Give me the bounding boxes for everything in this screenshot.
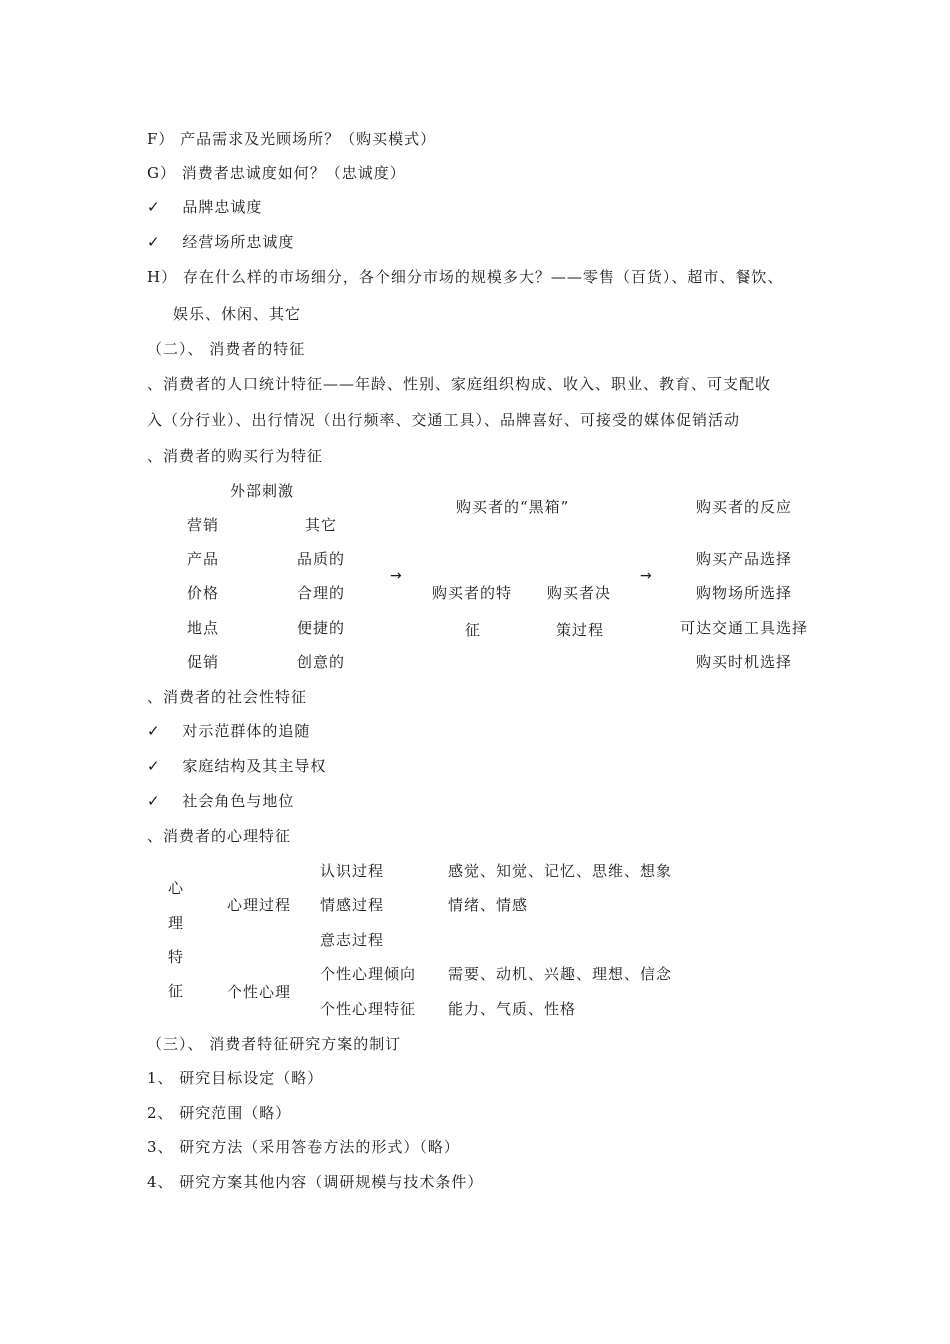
blackbox-title: 购买者的“黑箱” — [456, 498, 570, 516]
check-item — [147, 232, 294, 252]
demographics-line1: 、消费者的人口统计特征——年龄、性别、家庭组织构成、收入、职业、教育、可支配收 — [147, 375, 772, 393]
item-h-line1: H） 存在什么样的市场细分，各个细分市场的规模多大？——零售（百货）、超市、餐饮、 — [147, 268, 784, 286]
list-item: 1、 研究目标设定（略） — [147, 1069, 324, 1087]
response-item: 购买产品选择 — [695, 550, 792, 568]
check-icon: ✓ — [147, 792, 161, 810]
response-item: 购买时机选择 — [695, 653, 792, 671]
check-item-label: 品牌忠诚度 — [182, 198, 263, 216]
response-item: 购物场所选择 — [695, 584, 792, 602]
section3-heading: （三）、 消费者特征研究方案的制订 — [147, 1035, 402, 1053]
item-h-line2: 娱乐、休闲、其它 — [173, 305, 302, 323]
buyer-decision-line2: 策过程 — [556, 621, 605, 639]
vertical-char: 理 — [168, 914, 185, 932]
section2-heading: （二）、 消费者的特征 — [147, 340, 306, 358]
marketing-heading: 营销 — [187, 516, 220, 534]
marketing-item: 地点 — [187, 619, 220, 637]
list-item: 4、 研究方案其他内容（调研规模与技术条件） — [147, 1173, 484, 1191]
check-icon: ✓ — [147, 757, 161, 775]
marketing-item: 产品 — [187, 550, 220, 568]
psych-row-desc: 需要、动机、兴趣、理想、信念 — [448, 965, 673, 983]
check-item — [147, 791, 294, 811]
other-item: 合理的 — [297, 584, 346, 602]
buying-behavior-heading: 、消费者的购买行为特征 — [147, 447, 324, 465]
other-item: 品质的 — [297, 550, 346, 568]
marketing-item: 促销 — [187, 653, 220, 671]
psych-row-name: 情感过程 — [320, 896, 385, 914]
psych-row-name: 认识过程 — [320, 862, 385, 880]
check-icon: ✓ — [147, 722, 161, 740]
vertical-char: 征 — [168, 982, 185, 1000]
list-item: 3、 研究方法（采用答卷方法的形式）（略） — [147, 1138, 460, 1156]
psych-heading: 、消费者的心理特征 — [147, 827, 292, 845]
psych-row-name: 个性心理倾向 — [320, 965, 417, 983]
demographics-line2: 入（分行业）、出行情况（出行频率、交通工具）、品牌喜好、可接受的媒体促销活动 — [147, 411, 741, 429]
arrow-right-icon: → — [640, 568, 653, 584]
psych-process-group: 心理过程 — [227, 896, 292, 914]
check-item-label: 经营场所忠诚度 — [182, 233, 295, 251]
psych-row-desc: 感觉、知觉、记忆、思维、想象 — [448, 862, 673, 880]
check-item-label: 社会角色与地位 — [182, 792, 295, 810]
check-item — [147, 721, 310, 741]
check-item — [147, 756, 326, 776]
psych-personality-group: 个性心理 — [227, 983, 292, 1001]
other-heading: 其它 — [305, 516, 338, 534]
vertical-char: 心 — [168, 879, 185, 897]
buyer-decision-line1: 购买者决 — [547, 584, 612, 602]
social-heading: 、消费者的社会性特征 — [147, 688, 308, 706]
item-f: F） 产品需求及光顾场所？（购买模式） — [147, 130, 437, 148]
stimuli-title: 外部刺激 — [230, 482, 295, 500]
psych-row-desc: 能力、气质、性格 — [448, 1000, 577, 1018]
other-item: 便捷的 — [297, 619, 346, 637]
psych-row-desc: 情绪、情感 — [448, 896, 529, 914]
response-title: 购买者的反应 — [695, 498, 792, 516]
response-item: 可达交通工具选择 — [679, 619, 808, 637]
psych-row-name: 个性心理特征 — [320, 1000, 417, 1018]
item-g: G） 消费者忠诚度如何？（忠诚度） — [147, 164, 406, 182]
other-item: 创意的 — [297, 653, 346, 671]
arrow-right-icon: → — [390, 568, 403, 584]
check-item — [147, 197, 262, 217]
check-icon: ✓ — [147, 233, 161, 251]
check-item-label: 对示范群体的追随 — [182, 722, 311, 740]
check-icon: ✓ — [147, 198, 161, 216]
vertical-char: 特 — [168, 948, 185, 966]
list-item: 2、 研究范围（略） — [147, 1104, 292, 1122]
buyer-traits-line2: 征 — [465, 621, 482, 639]
marketing-item: 价格 — [187, 584, 220, 602]
check-item-label: 家庭结构及其主导权 — [182, 757, 327, 775]
psych-row-name: 意志过程 — [320, 931, 385, 949]
buyer-traits-line1: 购买者的特 — [432, 584, 513, 602]
